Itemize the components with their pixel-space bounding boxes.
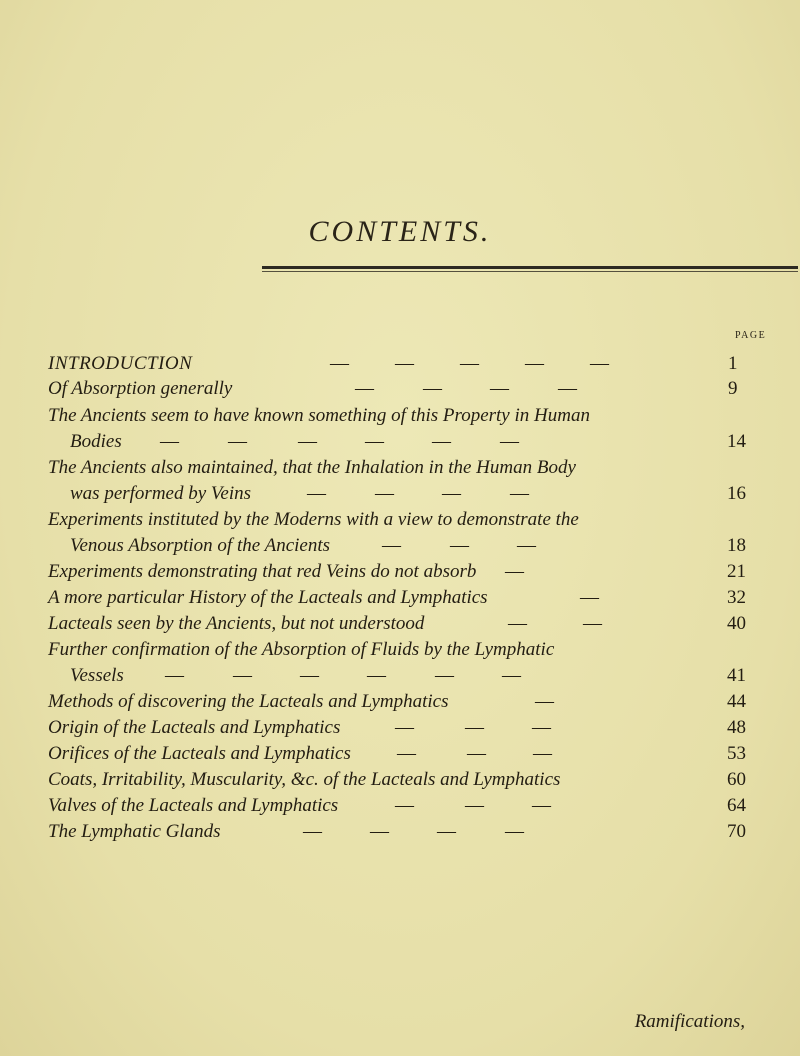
toc-entry-line [0, 455, 800, 481]
leader-dash: — [460, 353, 479, 374]
leader-dash: — [355, 378, 374, 399]
toc-entry-line [0, 559, 800, 585]
toc-page-number: 16 [727, 483, 746, 504]
toc-entry-line [0, 689, 800, 715]
toc-entry-line [0, 819, 800, 845]
leader-dash: — [432, 431, 451, 452]
toc-page-number: 18 [727, 535, 746, 556]
leader-dash: — [465, 795, 484, 816]
toc-entry-text: Coats, Irritability, Muscularity, &c. of the Lacteals and Lymphatics [48, 769, 561, 790]
toc-entry-text: INTRODUCTION [48, 353, 193, 374]
toc-entry-text: Experiments demonstrating that red Veins do not absorb [48, 561, 477, 582]
catchword: Ramifications, [634, 1011, 745, 1032]
leader-dash: — [508, 613, 527, 634]
leader-dash: — [298, 431, 317, 452]
toc-entry-line [0, 663, 800, 689]
toc-entry-text: The Ancients also maintained, that the Inhalation in the Human Body [48, 457, 576, 478]
toc-entry-line [0, 376, 800, 402]
leader-dash: — [465, 717, 484, 738]
toc-entry-text: Valves of the Lacteals and Lymphatics [48, 795, 339, 816]
toc-entry-text: Experiments instituted by the Moderns with a view to demonstrate the [48, 509, 579, 530]
toc-entry-text: The Ancients seem to have known something of this Property in Human [48, 405, 590, 426]
toc-entry-text: Of Absorption generally [48, 378, 233, 399]
toc-entry-text: Orifices of the Lacteals and Lymphatics [48, 743, 351, 764]
leader-dash: — [307, 483, 326, 504]
toc-page-number: 60 [727, 769, 746, 790]
toc-page-number: 41 [727, 665, 746, 686]
page-column-header: PAGE [735, 330, 767, 341]
toc-entry-text: Bodies [70, 431, 122, 452]
leader-dash: — [423, 378, 442, 399]
toc-entry-line [0, 403, 800, 429]
page-title: CONTENTS. [308, 215, 492, 248]
toc-page-number: 64 [727, 795, 746, 816]
leader-dash: — [532, 795, 551, 816]
toc-entry-line [0, 637, 800, 663]
toc-entry-text: Lacteals seen by the Ancients, but not understood [48, 613, 425, 634]
leader-dash: — [535, 691, 554, 712]
leader-dash: — [505, 561, 524, 582]
leader-dash: — [370, 821, 389, 842]
toc-entry-line [0, 611, 800, 637]
leader-dash: — [517, 535, 536, 556]
leader-dash: — [382, 535, 401, 556]
toc-page-number: 14 [727, 431, 746, 452]
toc-entry-text: The Lymphatic Glands [48, 821, 221, 842]
leader-dash: — [500, 431, 519, 452]
toc-entry-line [0, 767, 800, 793]
toc-page-number: 53 [727, 743, 746, 764]
leader-dash: — [583, 613, 602, 634]
leader-dash: — [558, 378, 577, 399]
toc-page-number: 32 [727, 587, 746, 608]
leader-dash: — [510, 483, 529, 504]
leader-dash: — [228, 431, 247, 452]
leader-dash: — [233, 665, 252, 686]
toc-entry-text: Origin of the Lacteals and Lymphatics [48, 717, 341, 738]
toc-page-number: 48 [727, 717, 746, 738]
toc-page-number: 9 [728, 378, 738, 399]
leader-dash: — [435, 665, 454, 686]
toc-entry-line [0, 741, 800, 767]
toc-entry-text: A more particular History of the Lacteals and Lymphatics [48, 587, 488, 608]
toc-entry-line [0, 533, 800, 559]
toc-entry-text: Venous Absorption of the Ancients [70, 535, 331, 556]
leader-dash: — [525, 353, 544, 374]
leader-dash: — [303, 821, 322, 842]
toc-entry-line [0, 715, 800, 741]
leader-dash: — [165, 665, 184, 686]
leader-dash: — [580, 587, 599, 608]
leader-dash: — [502, 665, 521, 686]
toc-page-number: 44 [727, 691, 746, 712]
toc-entry-line [0, 429, 800, 455]
leader-dash: — [437, 821, 456, 842]
leader-dash: — [365, 431, 384, 452]
leader-dash: — [442, 483, 461, 504]
leader-dash: — [397, 743, 416, 764]
toc-page-number: 70 [727, 821, 746, 842]
leader-dash: — [467, 743, 486, 764]
leader-dash: — [505, 821, 524, 842]
leader-dash: — [490, 378, 509, 399]
toc-entry-line [0, 481, 800, 507]
leader-dash: — [395, 717, 414, 738]
toc-entry-line [0, 585, 800, 611]
toc-entry-line [0, 793, 800, 819]
leader-dash: — [367, 665, 386, 686]
leader-dash: — [532, 717, 551, 738]
toc-entry-line [0, 351, 800, 377]
toc-entry-text: Further confirmation of the Absorption of Fluids by the Lymphatic [48, 639, 555, 660]
toc-entry-text: Vessels [70, 665, 124, 686]
leader-dash: — [300, 665, 319, 686]
toc-entry-line [0, 507, 800, 533]
leader-dash: — [533, 743, 552, 764]
leader-dash: — [395, 353, 414, 374]
leader-dash: — [450, 535, 469, 556]
leader-dash: — [160, 431, 179, 452]
toc-entry-text: was performed by Veins [70, 483, 252, 504]
toc-page-number: 21 [727, 561, 746, 582]
toc-page-number: 1 [728, 353, 738, 374]
leader-dash: — [590, 353, 609, 374]
leader-dash: — [375, 483, 394, 504]
toc-entry-text: Methods of discovering the Lacteals and Lymphatics [48, 691, 449, 712]
leader-dash: — [395, 795, 414, 816]
leader-dash: — [330, 353, 349, 374]
toc-page-number: 40 [727, 613, 746, 634]
